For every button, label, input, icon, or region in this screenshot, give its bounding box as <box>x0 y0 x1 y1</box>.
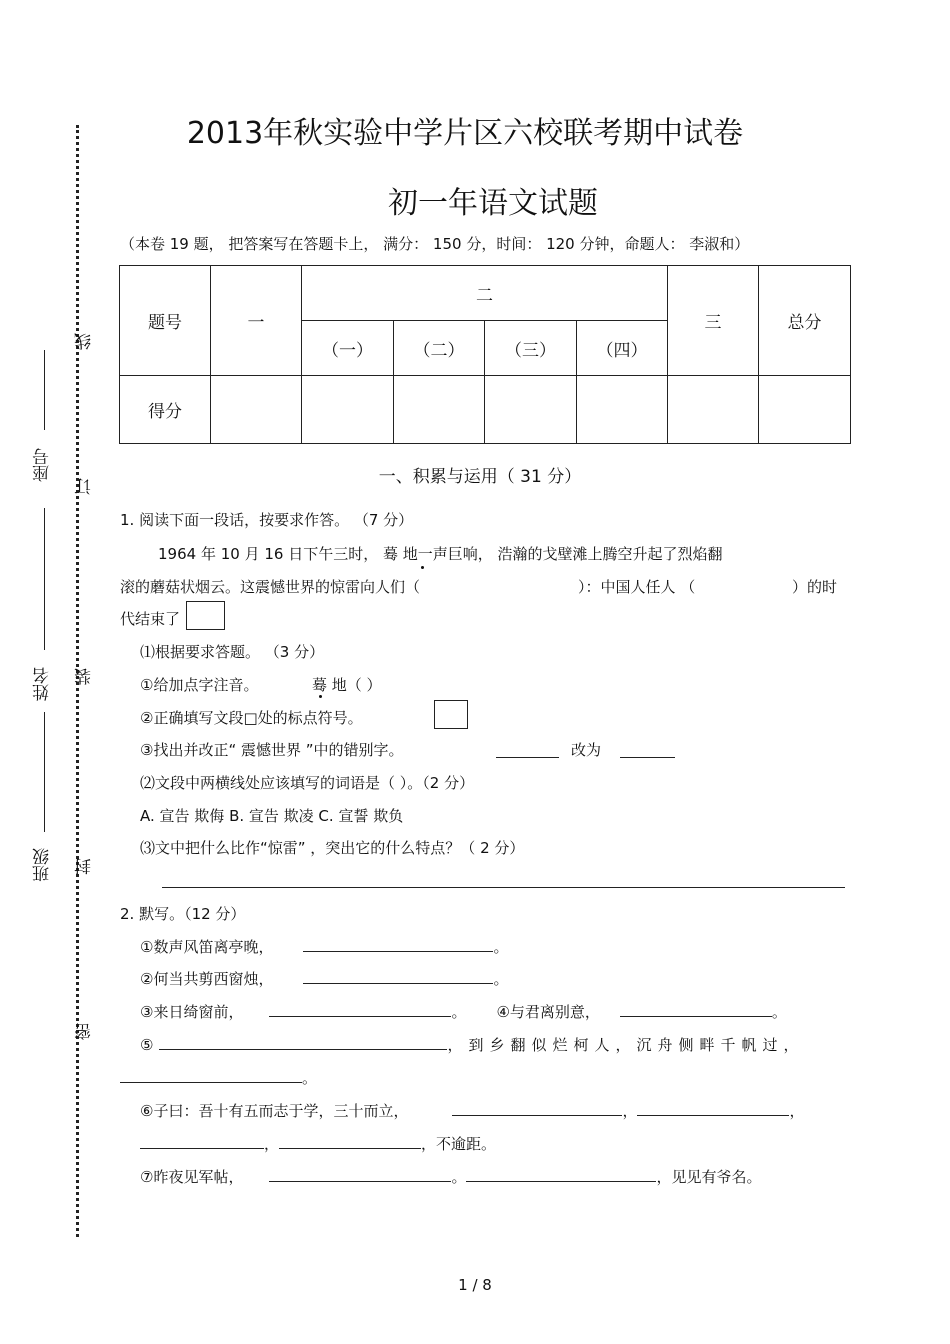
table-sub-3: （三） <box>485 321 577 376</box>
q2-line6 <box>140 1100 804 1121</box>
q2-line6-cont <box>140 1133 496 1154</box>
score-cell[interactable] <box>211 376 302 444</box>
answer-blank[interactable] <box>466 1167 656 1182</box>
table-sub-1: （一） <box>302 321 394 376</box>
class-blank[interactable] <box>44 712 45 832</box>
answer-blank[interactable] <box>496 757 559 758</box>
score-table <box>119 265 851 444</box>
punct-comma: ， <box>789 1102 805 1120</box>
q2-line3 <box>140 1001 787 1022</box>
emphasis-dot <box>319 695 322 698</box>
q2-line7-end: ，见见有爷名。 <box>656 1168 762 1186</box>
q2-line1-text: ①数声风笛离亭晚， <box>140 938 274 956</box>
margin-label-staple-d: 订 <box>75 478 95 495</box>
q1-passage-line1: 1964 年 10 月 16 日下午三时， 蓦 地一声巨响， 浩瀚的戈壁滩上腾空升起了烈焰翻 <box>158 545 723 563</box>
punct-period: 。 <box>451 1168 467 1186</box>
punctuation-answer-box[interactable] <box>434 700 468 729</box>
q2-line5-text: ，到乡翻似烂柯人，沉舟侧畔千帆过， <box>447 1036 805 1054</box>
q1-sub1a-word: 蓦 地（ ） <box>312 676 382 694</box>
margin-label-seat: 座号 <box>33 448 53 482</box>
punct-period: 。 <box>493 970 509 988</box>
score-cell[interactable] <box>302 376 394 444</box>
q2-line5 <box>140 1034 804 1055</box>
punct-period: 。 <box>451 1003 467 1021</box>
q1-sub1b: ②正确填写文段□处的标点符号。 <box>140 709 363 727</box>
margin-label-class: 班级 <box>33 848 53 882</box>
q2-line6-end: ，不逾距。 <box>421 1135 497 1153</box>
answer-blank[interactable] <box>620 1002 772 1017</box>
q1-passage-line3: 代结束了 <box>120 610 181 628</box>
q2-line3b-text: ④与君离别意， <box>496 1003 600 1021</box>
emphasis-dot <box>421 566 424 569</box>
table-header-one: 一 <box>211 266 302 376</box>
answer-line[interactable] <box>162 887 845 888</box>
score-cell[interactable] <box>577 376 668 444</box>
score-cell[interactable] <box>485 376 577 444</box>
q1-passage-line2c: ）的时 <box>792 578 838 596</box>
q1-passage-line2b: ）：中国人任人 （ <box>578 578 696 596</box>
answer-blank[interactable] <box>637 1101 789 1116</box>
q1-passage-line2a: 滚的蘑菇状烟云。这震憾世界的惊雷向人们（ <box>120 578 421 596</box>
q2-line7 <box>140 1166 761 1187</box>
answer-blank[interactable] <box>452 1101 622 1116</box>
exam-title: 2013年秋实验中学片区六校联考期中试卷 <box>186 116 744 151</box>
q1-sub1: ⑴根据要求答题。 （3 分） <box>140 643 325 661</box>
q2-line5-cont <box>120 1067 317 1088</box>
table-sub-4: （四） <box>577 321 668 376</box>
q2-line2 <box>140 968 508 989</box>
answer-blank[interactable] <box>620 757 675 758</box>
exam-note: （本卷 19 题， 把答案写在答题卡上， 满分： 150 分，时间： 120 分钟，命题人： 李淑和） <box>120 235 750 253</box>
section-heading: 一、积累与运用（ 31 分） <box>378 467 582 487</box>
q2-line2-text: ②何当共剪西窗烛， <box>140 970 274 988</box>
punct-period: 。 <box>771 1003 787 1021</box>
answer-blank[interactable] <box>303 937 493 952</box>
q2-line5-num: ⑤ <box>140 1036 154 1054</box>
answer-blank[interactable] <box>140 1134 264 1149</box>
margin-label-line: 线 <box>75 333 95 350</box>
answer-blank[interactable] <box>120 1068 302 1083</box>
q1-sub3: ⑶文中把什么比作“惊雷” ，突出它的什么特点？（ 2 分） <box>140 839 525 857</box>
table-header-number: 题号 <box>120 266 211 376</box>
margin-label-staple-z: 装 <box>75 668 95 685</box>
q2-line1 <box>140 936 508 957</box>
exam-subtitle: 初一年语文试题 <box>388 186 598 221</box>
q2-line7-text: ⑦昨夜见军帖， <box>140 1168 244 1186</box>
table-row-score-label: 得分 <box>120 376 211 444</box>
table-header-three: 三 <box>668 266 759 376</box>
name-blank[interactable] <box>44 508 45 650</box>
punct-comma: ， <box>622 1102 638 1120</box>
q1-sub2: ⑵文段中两横线处应该填写的词语是（ ）。（2 分） <box>140 774 475 792</box>
q1-sub2-options: A. 宣告 欺侮 B. 宣告 欺凌 C. 宣誓 欺负 <box>140 807 404 825</box>
punct-comma: ， <box>264 1135 280 1153</box>
margin-label-name: 姓名 <box>33 667 53 701</box>
table-header-two: 二 <box>302 266 668 321</box>
answer-blank[interactable] <box>279 1134 421 1149</box>
score-cell[interactable] <box>394 376 485 444</box>
q1-sub1c: ③找出并改正“ 震憾世界 ”中的错别字。 <box>140 741 404 759</box>
answer-blank[interactable] <box>269 1002 451 1017</box>
score-cell[interactable] <box>668 376 759 444</box>
table-sub-2: （二） <box>394 321 485 376</box>
q1-sub1a: ①给加点字注音。 <box>140 676 259 694</box>
table-header-total: 总分 <box>759 266 851 376</box>
margin-label-seal-f: 封 <box>75 858 95 875</box>
q2-title: 2. 默写。（12 分） <box>120 905 246 923</box>
page-number: 1 / 8 <box>458 1276 492 1294</box>
answer-blank[interactable] <box>269 1167 451 1182</box>
q2-line3a-text: ③来日绮窗前， <box>140 1003 244 1021</box>
q1-title: 1. 阅读下面一段话，按要求作答。 （7 分） <box>120 511 414 529</box>
punctuation-box[interactable] <box>186 601 225 630</box>
answer-blank[interactable] <box>303 969 493 984</box>
seat-blank[interactable] <box>44 350 45 430</box>
answer-blank[interactable] <box>159 1035 447 1050</box>
q1-sub1c-change: 改为 <box>571 741 602 759</box>
q2-line6-text: ⑥子曰：吾十有五而志于学，三十而立， <box>140 1102 409 1120</box>
score-cell[interactable] <box>759 376 851 444</box>
margin-label-seal-m: 密 <box>75 1023 95 1040</box>
punct-period: 。 <box>302 1069 318 1087</box>
punct-period: 。 <box>493 938 509 956</box>
